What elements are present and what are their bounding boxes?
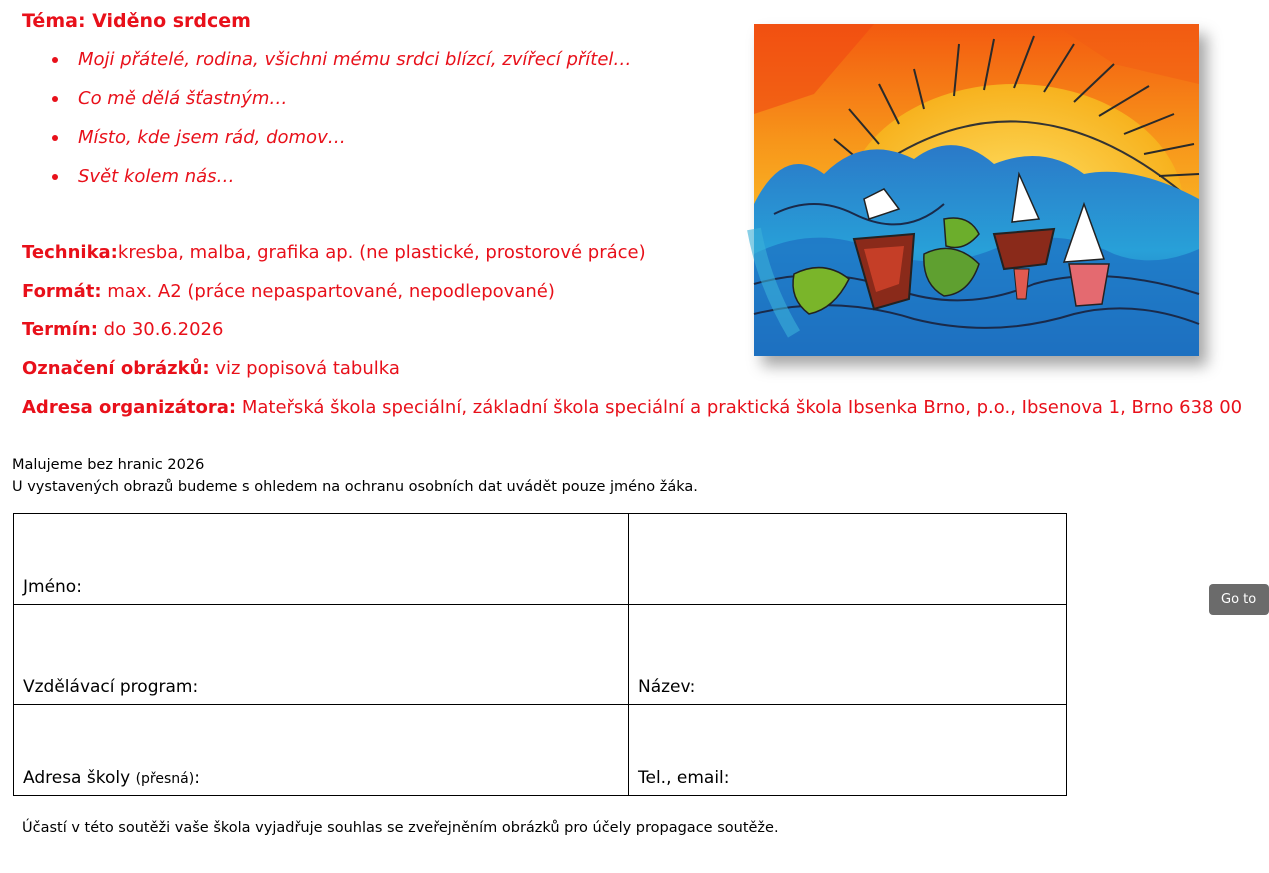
consent-note: Účastí v této soutěži vaše škola vyjadřuje souhlas se zveřejněním obrázků pro účely propagace soutěže. bbox=[22, 820, 779, 836]
theme-title: Viděno srdcem bbox=[92, 10, 251, 32]
theme-list bbox=[50, 46, 631, 202]
contact-label: Tel., email: bbox=[638, 768, 730, 788]
organizer-address-row bbox=[22, 397, 1242, 418]
list-item: Moji přátelé, rodina, všichni mému srdci blízcí, zvířecí přítel… bbox=[50, 46, 631, 85]
form-heading: Malujeme bez hranic 2026 bbox=[12, 457, 205, 473]
organizer-address-value: Mateřská škola speciální, základní škola speciální a praktická škola Ibsenka Brno, p.o., Ibsenova 1, Brno 638 00 bbox=[241, 397, 1243, 418]
name-label: Jméno: bbox=[23, 577, 82, 597]
children-painting-image bbox=[754, 24, 1199, 356]
school-address-cell[interactable] bbox=[14, 705, 629, 796]
theme-heading bbox=[22, 10, 251, 32]
organizer-address-label: Adresa organizátora: bbox=[22, 397, 237, 418]
marking-row bbox=[22, 358, 400, 379]
technique-row bbox=[22, 242, 646, 263]
format-label: Formát: bbox=[22, 281, 102, 302]
school-address-note: (přesná) bbox=[135, 771, 195, 787]
school-address-label: Adresa školy bbox=[23, 768, 131, 788]
privacy-note: U vystavených obrazů budeme s ohledem na ochranu osobních dat uvádět pouze jméno žáka. bbox=[12, 479, 698, 495]
technique-label: Technika: bbox=[22, 242, 118, 263]
format-row bbox=[22, 281, 555, 302]
theme-label: Téma: bbox=[22, 10, 86, 32]
name-cell[interactable] bbox=[14, 514, 629, 605]
program-cell[interactable] bbox=[14, 605, 629, 705]
deadline-row bbox=[22, 319, 223, 340]
empty-cell[interactable] bbox=[629, 514, 1067, 605]
label-form-table bbox=[13, 513, 1067, 796]
goto-button[interactable]: Go to bbox=[1209, 584, 1269, 615]
list-item: Co mě dělá šťastným… bbox=[50, 85, 631, 124]
deadline-label: Termín: bbox=[22, 319, 98, 340]
school-address-colon: : bbox=[194, 768, 200, 788]
technique-value: kresba, malba, grafika ap. (ne plastické, prostorové práce) bbox=[117, 242, 646, 263]
deadline-value: do 30.6.2026 bbox=[103, 319, 224, 340]
list-item: Svět kolem nás… bbox=[50, 163, 631, 202]
contact-cell[interactable] bbox=[629, 705, 1067, 796]
format-value: max. A2 (práce nepaspartované, nepodlepované) bbox=[107, 281, 555, 302]
title-cell[interactable] bbox=[629, 605, 1067, 705]
list-item: Místo, kde jsem rád, domov… bbox=[50, 124, 631, 163]
title-label: Název: bbox=[638, 677, 696, 697]
marking-label: Označení obrázků: bbox=[22, 358, 210, 379]
marking-value: viz popisová tabulka bbox=[215, 358, 400, 379]
program-label: Vzdělávací program: bbox=[23, 677, 199, 697]
